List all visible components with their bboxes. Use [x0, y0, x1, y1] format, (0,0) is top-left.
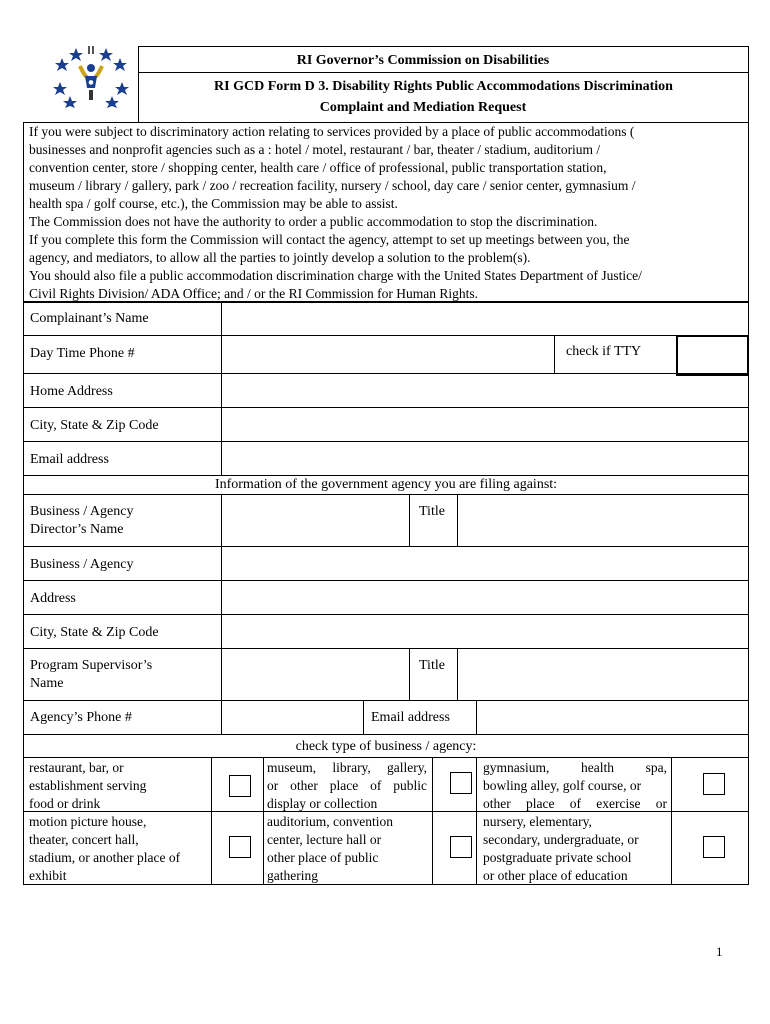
- intro-line: businesses and nonprofit agencies such as a : hotel / motel, restaurant / bar, theater / stadium, auditorium /: [29, 142, 601, 157]
- agency-city-field[interactable]: [221, 614, 749, 649]
- motion-picture-option-text: motion picture house, theater, concert hall, stadium, or another place of exhibit: [29, 814, 181, 883]
- home-address-label: Home Address: [30, 384, 113, 399]
- business-agency-field[interactable]: [221, 546, 749, 581]
- auditorium-checkbox[interactable]: [450, 836, 472, 858]
- intro-line: museum / library / gallery, park / zoo / recreation facility, nursery / school, day care / senior center, gymnasium /: [29, 178, 636, 193]
- tty-label: check if TTY: [566, 344, 642, 359]
- education-option-text: nursery, elementary, secondary, undergraduate, or postgraduate private school or other place of education: [483, 814, 639, 883]
- agency-phone-label: Agency’s Phone #: [30, 710, 132, 725]
- supervisor-label-line1: Program Supervisor’s: [30, 658, 153, 673]
- education-checkbox[interactable]: [703, 836, 725, 858]
- museum-checkbox[interactable]: [450, 772, 472, 794]
- form-title-line2: Complaint and Mediation Request: [319, 100, 527, 115]
- director-title-field[interactable]: [457, 494, 749, 547]
- auditorium-option-text: auditorium, convention center, lecture hall or other place of public gathering: [267, 814, 393, 883]
- page-number: 1: [716, 944, 723, 959]
- intro-line: You should also file a public accommodation discrimination charge with the United States Department of Justice/: [29, 268, 642, 283]
- director-title-label: Title: [419, 504, 445, 519]
- email-field[interactable]: [221, 441, 749, 476]
- intro-line: convention center, store / shopping center, health care / office of professional, public transportation station,: [29, 160, 607, 175]
- org-title: RI Governor’s Commission on Disabilities: [296, 53, 550, 68]
- day-phone-field[interactable]: [221, 335, 555, 374]
- intro-text: [29, 123, 745, 303]
- tty-checkbox[interactable]: [676, 335, 749, 376]
- home-address-field[interactable]: [221, 373, 749, 408]
- agency-phone-field[interactable]: [221, 700, 364, 735]
- director-label-line1: Business / Agency: [30, 504, 134, 519]
- director-name-field[interactable]: [221, 494, 410, 547]
- intro-line: agency, and mediators, to allow all the parties to jointly develop a solution to the problem(s).: [29, 250, 531, 265]
- director-label-line2: Director’s Name: [30, 522, 124, 537]
- svg-text:●: ●: [88, 79, 94, 86]
- supervisor-title-label: Title: [419, 658, 445, 673]
- motion-picture-checkbox[interactable]: [229, 836, 251, 858]
- restaurant-option-text: restaurant, bar, or establishment serving food or drink: [29, 760, 147, 811]
- complainant-name-field[interactable]: [221, 302, 749, 336]
- commission-logo: [52, 44, 130, 108]
- gymnasium-option-text: gymnasium, health spa, bowling alley, golf course, or other place of exercise or: [483, 760, 667, 811]
- agency-email-field[interactable]: [476, 700, 749, 735]
- intro-line: If you were subject to discriminatory action relating to services provided by a place of public accommodations (: [29, 124, 635, 139]
- supervisor-label-line2: Name: [30, 676, 64, 691]
- business-agency-label: Business / Agency: [30, 557, 134, 572]
- business-type-heading: check type of business / agency:: [295, 739, 477, 754]
- agency-address-label: Address: [30, 591, 76, 606]
- intro-line: Civil Rights Division/ ADA Office; and / or the RI Commission for Human Rights.: [29, 286, 479, 301]
- supervisor-title-field[interactable]: [457, 648, 749, 701]
- day-phone-label: Day Time Phone #: [30, 346, 135, 361]
- intro-line: health spa / golf course, etc.), the Commission may be able to assist.: [29, 196, 398, 211]
- supervisor-name-field[interactable]: [221, 648, 410, 701]
- complainant-name-label: Complainant’s Name: [30, 311, 149, 326]
- agency-section-heading: Information of the government agency you are filing against:: [214, 477, 558, 492]
- agency-email-label: Email address: [371, 710, 450, 725]
- form-title-line1: RI GCD Form D 3. Disability Rights Public Accommodations Discrimination: [214, 79, 673, 94]
- city-state-zip-label: City, State & Zip Code: [30, 418, 159, 433]
- email-label: Email address: [30, 452, 109, 467]
- agency-city-label: City, State & Zip Code: [30, 625, 159, 640]
- gymnasium-checkbox[interactable]: [703, 773, 725, 795]
- intro-line: The Commission does not have the authority to order a public accommodation to stop the discrimination.: [29, 214, 598, 229]
- agency-address-field[interactable]: [221, 580, 749, 615]
- museum-option-text: museum, library, gallery, or other place of public display or collection: [267, 760, 427, 811]
- intro-line: If you complete this form the Commission will contact the agency, attempt to set up meetings between you, the: [29, 232, 630, 247]
- city-state-zip-field[interactable]: [221, 407, 749, 442]
- restaurant-checkbox[interactable]: [229, 775, 251, 797]
- seal-icon: [52, 44, 130, 108]
